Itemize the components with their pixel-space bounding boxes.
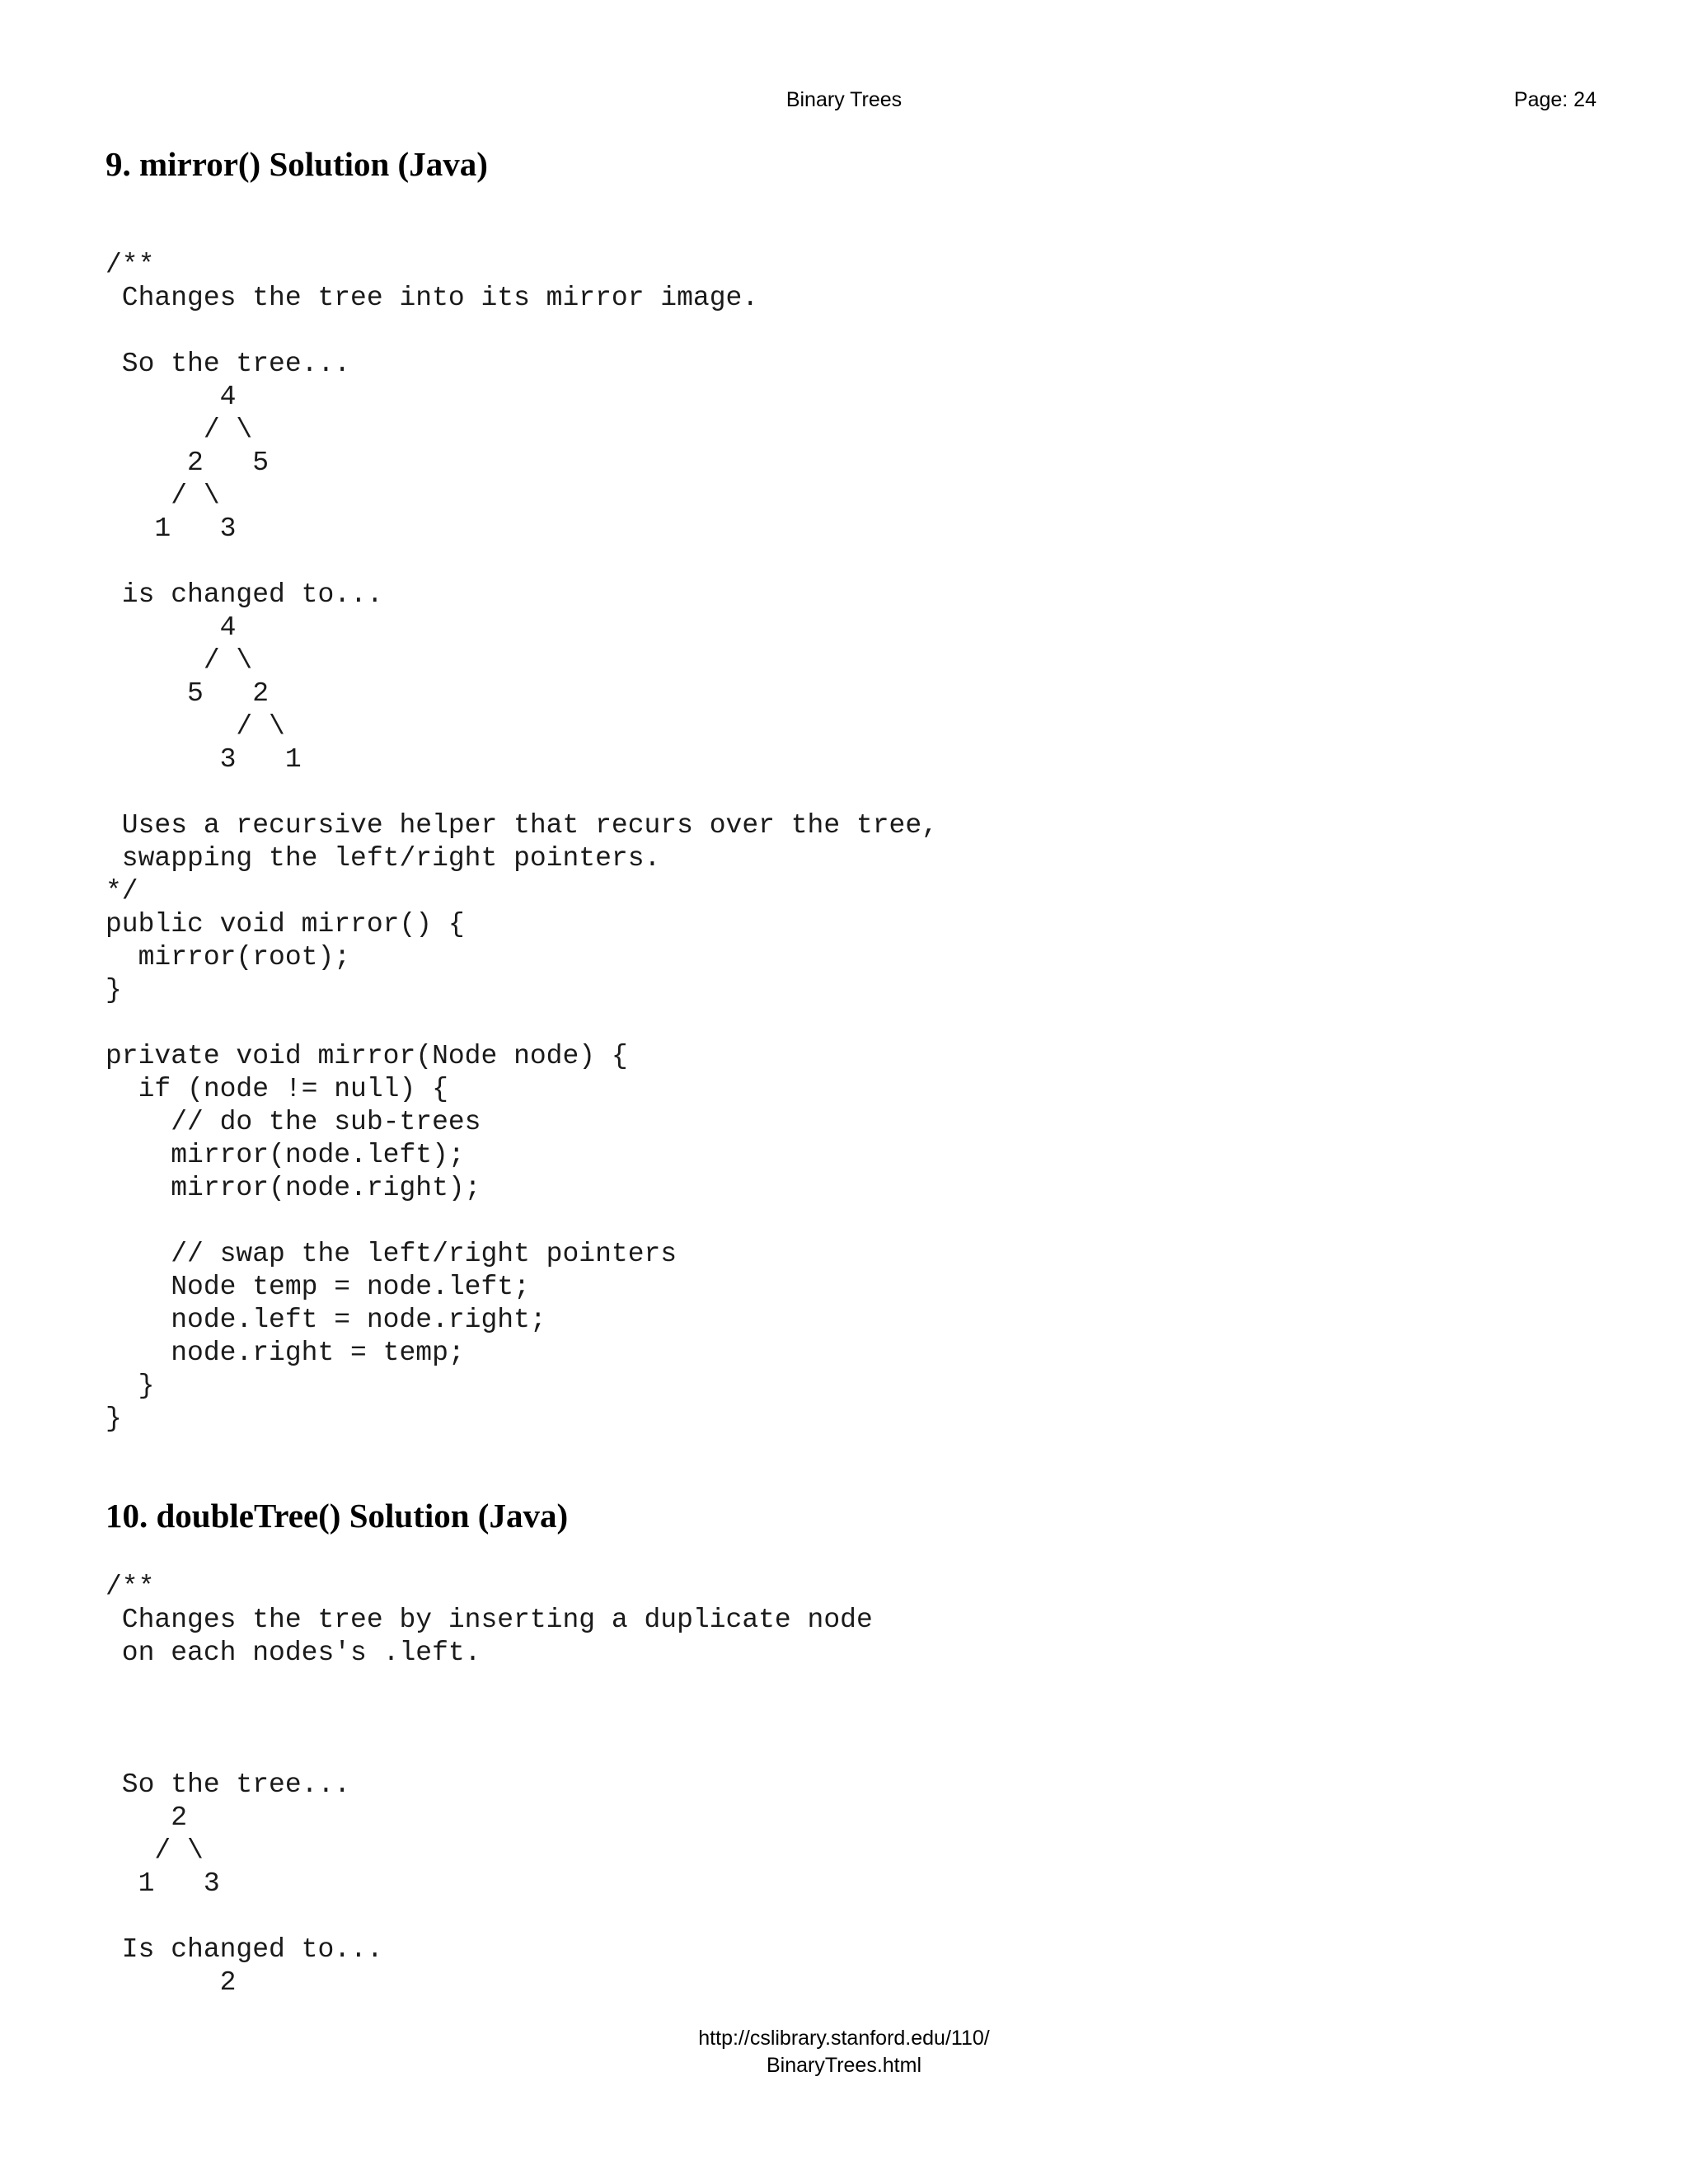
code-block-double-tree: /** Changes the tree by inserting a duplicate node on each nodes's .left. So the tree... 2 / \ 1 3 Is changed to... 2	[106, 1572, 873, 1998]
footer-url[interactable]	[0, 2025, 1688, 2079]
footer-url-line2[interactable]: BinaryTrees.html	[766, 2054, 921, 2077]
footer-url-line1[interactable]: http://cslibrary.stanford.edu/110/	[698, 2027, 990, 2050]
page-number: Page: 24	[1513, 88, 1597, 111]
section-heading-double-tree: 10. doubleTree() Solution (Java)	[106, 1497, 569, 1535]
section-heading-mirror: 9. mirror() Solution (Java)	[106, 145, 488, 183]
page-header-title: Binary Trees	[785, 88, 903, 111]
code-block-mirror: /** Changes the tree into its mirror image. So the tree... 4 / \ 2 5 / \ 1 3 is changed to... 4 / \ 5 2 / \ 3 1 Uses a recursive helper that recurs over the tree, swapping the left/right pointers. */ public void mirror() { mirror(root); } private void mirror(Node node) { if (node != null) { // do the sub-trees mirror(node.left); mirror(node.right); // swap the left/right pointers Node temp = node.left; node.left = node.right; node.right = temp; } }	[106, 250, 938, 1434]
